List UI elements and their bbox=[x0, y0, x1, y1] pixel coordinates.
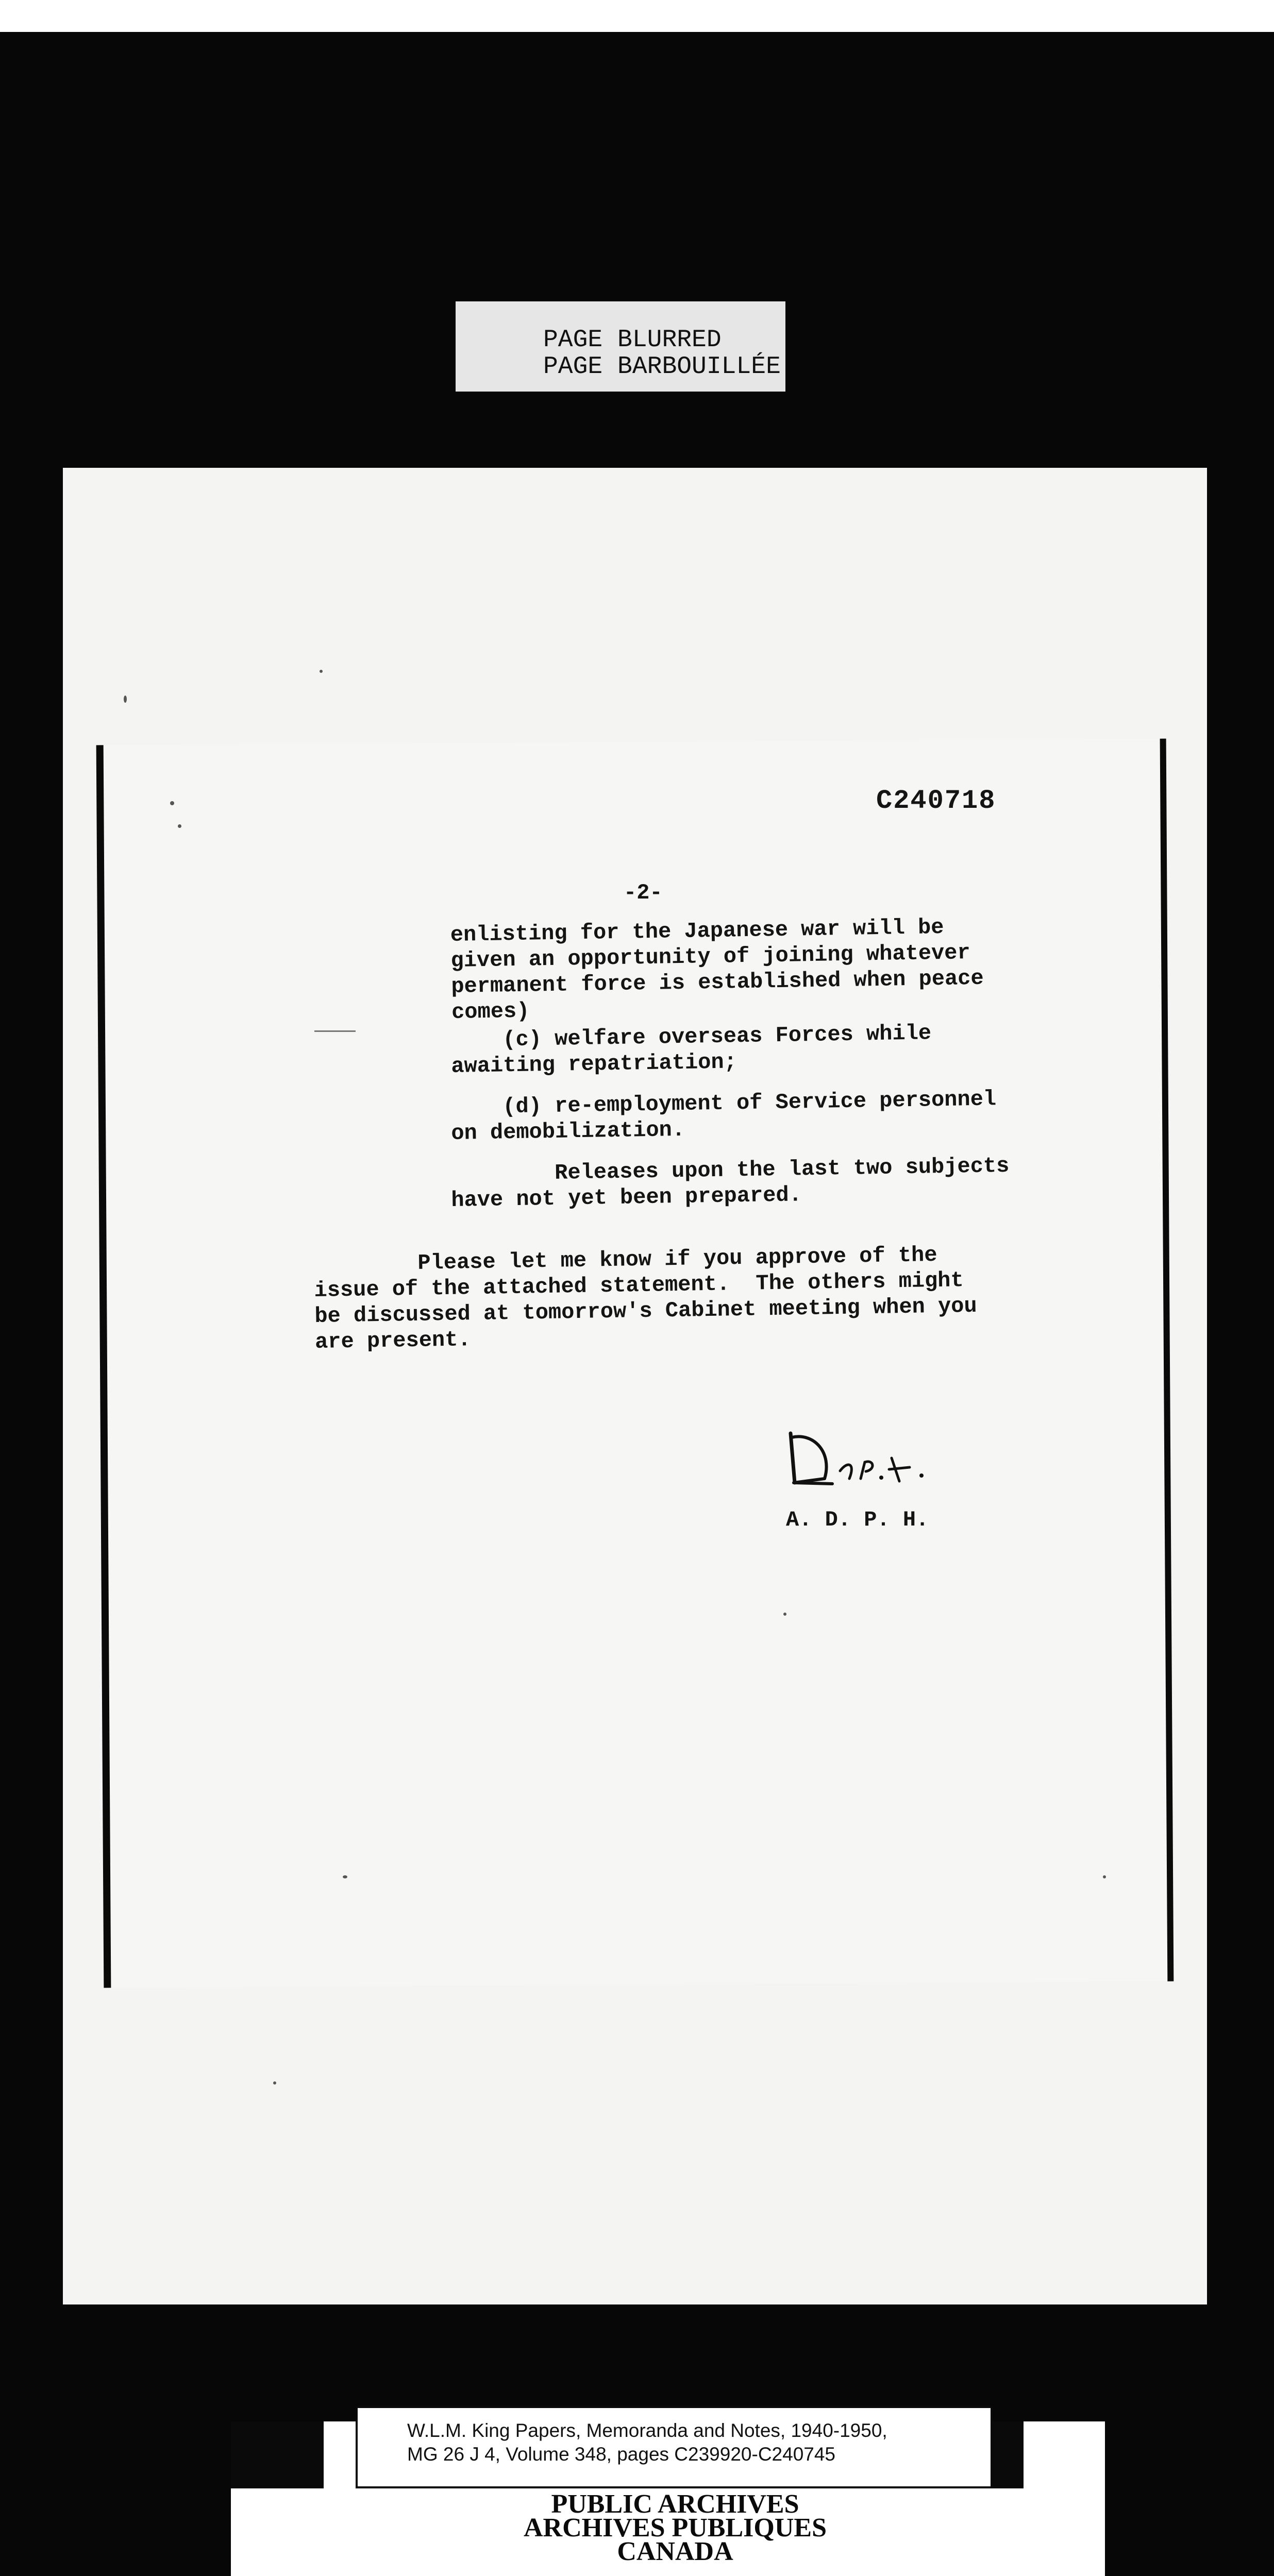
margin-dash bbox=[314, 1030, 356, 1032]
stamp-line-2: PAGE BARBOUILLÉE bbox=[543, 353, 781, 381]
archives-line-1: PUBLIC ARCHIVES bbox=[551, 2489, 799, 2519]
memo-initials: A. D. P. H. bbox=[786, 1507, 929, 1532]
stamp-line-1: PAGE BLURRED bbox=[543, 326, 722, 354]
archives-line-2: ARCHIVES PUBLIQUES bbox=[523, 2513, 827, 2543]
handwritten-signature bbox=[783, 1422, 959, 1504]
scan-speck bbox=[1103, 1875, 1106, 1878]
scan-speck bbox=[320, 670, 323, 673]
scan-speck bbox=[273, 2081, 276, 2084]
scan-speck bbox=[170, 801, 174, 805]
scan-speck bbox=[178, 824, 181, 828]
memo-paragraph-3: (d) re-employment of Service personnel on demobilization. bbox=[450, 1087, 997, 1146]
scan-speck bbox=[343, 1875, 347, 1878]
scan-speck bbox=[783, 1613, 786, 1616]
scan-speck bbox=[124, 696, 127, 703]
footer-mask-right bbox=[993, 2421, 1024, 2488]
footer-reference bbox=[407, 2419, 984, 2466]
page-blurred-stamp bbox=[456, 301, 785, 392]
archives-seal-text bbox=[412, 2489, 938, 2566]
document-number: C240718 bbox=[876, 786, 996, 816]
top-margin-strip bbox=[0, 0, 1274, 32]
footer-reference-line-2: MG 26 J 4, Volume 348, pages C239920-C240745 bbox=[407, 2444, 836, 2465]
footer-reference-line-1: W.L.M. King Papers, Memoranda and Notes, 1940-1950, bbox=[407, 2420, 887, 2441]
page-number: -2- bbox=[624, 880, 663, 905]
memo-paragraph-2: (c) welfare overseas Forces while awaiting repatriation; bbox=[450, 1021, 932, 1079]
memo-closing-paragraph: Please let me know if you approve of the issue of the attached statement. The others might be discussed at tomorrow's Cabinet meeting when you are present. bbox=[313, 1243, 978, 1354]
memo-paragraph-1: enlisting for the Japanese war will be given an opportunity of joining whatever permanent force is established when peace comes) bbox=[450, 914, 984, 1025]
memo-paragraph-4: Releases upon the last two subjects have not yet been prepared. bbox=[450, 1153, 1010, 1213]
footer-mask-left bbox=[231, 2421, 324, 2488]
archives-line-3: CANADA bbox=[617, 2537, 733, 2566]
